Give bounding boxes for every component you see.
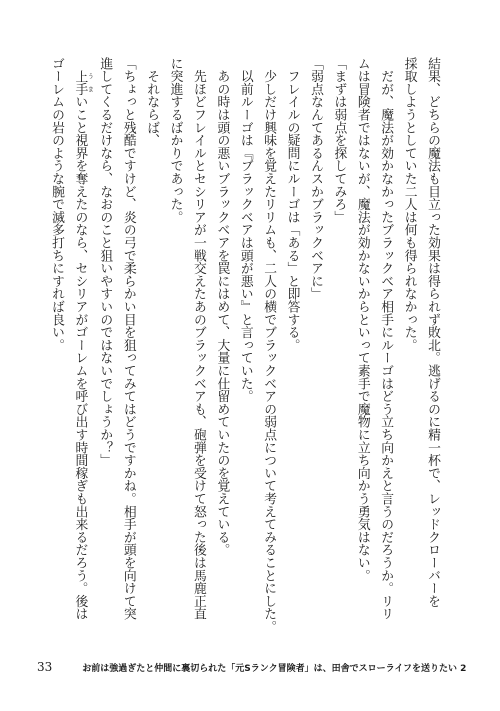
dialogue-line: 進してくるだけなら、なおのこと狙いやすいのではないでしょうか？」 — [97, 57, 113, 467]
page-footer — [37, 660, 466, 674]
text-line: フレイルの疑問にルーゴは「ある」と即答する。 — [284, 57, 300, 352]
text-line: ゴーレムの岩のような腕で滅多打ちにすれば良い。 — [49, 57, 64, 352]
ruby-annotation — [72, 69, 94, 96]
line-text-after: いこと視界を奪えたのなら、セシリアがゴーレムを呼び出す時間稼ぎも出来るだろう。後は — [72, 95, 88, 621]
text-line: 以前ルーゴは『ブラックベアは頭が悪い』と言っていた。 — [237, 57, 253, 403]
vertical-text-body — [46, 57, 444, 647]
page-number: 33 — [37, 660, 53, 674]
text-line: ムは冒険者ではないが、魔法が効かないからといって素手で魔物に立ち向かう勇気はない。 — [354, 57, 370, 582]
running-title: お前は強過ぎたと仲間に裏切られた「元Sランク冒険者」は、田舎でスローライフを送りたい 2 — [82, 664, 467, 674]
text-line: に突進するばかりであった。 — [167, 57, 183, 224]
text-line: 少しだけ興味を覚えたリリムも、二人の横でブラックベアの弱点について考えてみることにした。 — [261, 57, 277, 633]
text-line: 先ほどフレイルとセシリアが一戦交えたあのブラックベアも、砲弾を受けて怒った後は馬鹿正直 — [190, 57, 206, 621]
text-line: 採取しようとしていた二人は何も得られなかった。 — [401, 57, 417, 352]
dialogue-line: 「弱点なんてあるんスかブラックベアに」 — [307, 57, 323, 301]
ruby-base: 上手 — [72, 69, 88, 96]
text-line: だが、魔法が効かなかったブラックベア相手にルーゴはどう立ち向かえと言うのだろうか。リリ — [378, 57, 394, 621]
line-text-before — [72, 57, 87, 70]
ruby-reading: うま — [86, 69, 94, 96]
text-line: あの時は頭の悪いブラックベアを罠にはめて、大量に仕留めていたのを覚えている。 — [214, 57, 230, 557]
dialogue-line: 「ちょっと残酷ですけど、炎の弓で柔らかい目を狙ってみてはどうですかね。相手が頭を向けて突 — [120, 57, 136, 621]
text-line: それならば、 — [144, 57, 160, 147]
text-line-with-ruby — [68, 57, 93, 647]
dialogue-line: 「まずは弱点を探してみろ」 — [331, 57, 347, 224]
text-line: 結果、どちらの魔法も目立った効果は得られず敗北。逃げるのに精一杯で、レッドクローバーを — [425, 57, 440, 608]
